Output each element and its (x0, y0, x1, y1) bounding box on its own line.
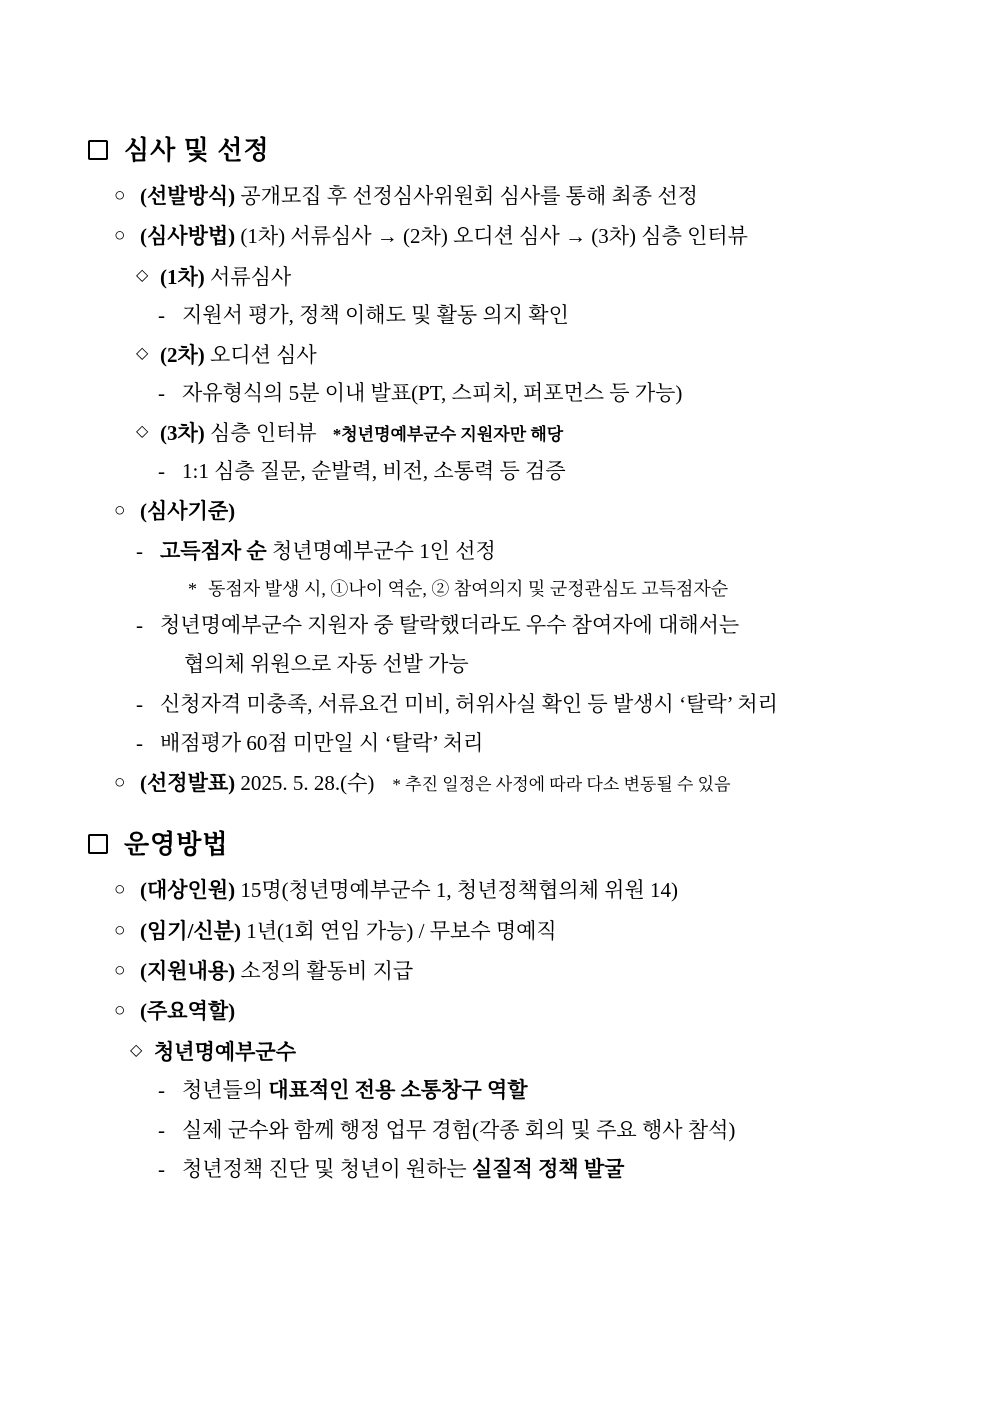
detail-list-item (158, 1075, 932, 1107)
dash-bullet-icon: - (158, 303, 165, 328)
dash-bullet-icon: - (136, 612, 143, 637)
detail-list-item (158, 1154, 932, 1186)
list-item (114, 956, 932, 986)
list-item-body: 소정의 활동비 지급 (235, 959, 414, 984)
detail-list-item-text: 지원서 평가, 정책 이해도 및 활동 의지 확인 (182, 303, 569, 328)
detail-list-item-text: 실제 군수와 함께 행정 업무 경험(각종 회의 및 주요 행사 참석) (182, 1117, 736, 1142)
list-item-label: (심사방법) (140, 224, 236, 249)
diamond-bullet-icon: ◇ (130, 1041, 143, 1059)
dash-bullet-icon: - (136, 691, 143, 716)
detail-list-item (158, 300, 932, 332)
detail-list-item (136, 689, 932, 721)
list-item-body: 15명(청년명예부군수 1, 청년정책협의체 위원 14) (235, 878, 678, 903)
list-item (114, 221, 932, 251)
sub-list-item-label: 청년명예부군수 (154, 1039, 297, 1064)
list-item-label: (임기/신분) (140, 918, 241, 943)
detail-rest: 청년명예부군수 1인 선정 (266, 539, 496, 564)
list-item-text (140, 221, 932, 251)
list-item-label: (선발방식) (140, 184, 236, 208)
list-item (114, 875, 932, 905)
hollow-square-icon (88, 834, 108, 854)
list-item (114, 768, 932, 798)
list-item-text (140, 916, 932, 946)
list-item-label: (심사기준) (140, 498, 236, 523)
sub-list-item-note: *청년명예부군수 지원자만 해당 (332, 424, 564, 444)
list-item (114, 916, 932, 946)
list-item-body: 2025. 5. 28.(수) (235, 770, 375, 795)
list-item-note: * 추진 일정은 사정에 따라 다소 변동될 수 있음 (392, 774, 731, 794)
detail-list-item (158, 1115, 932, 1147)
circle-bullet-icon: ○ (114, 225, 126, 247)
detail-prefix: 청년들의 (182, 1078, 269, 1103)
sub-list-item-label: (1차) (160, 264, 205, 289)
dash-bullet-icon: - (158, 459, 165, 484)
section-heading (88, 130, 932, 167)
circle-bullet-icon: ○ (114, 185, 126, 206)
detail-list-item-text: 신청자격 미충족, 서류요건 미비, 허위사실 확인 등 발생시 ‘탈락’ 처리 (160, 691, 778, 716)
note-item-text: 동점자 발생 시, ①나이 역순, ② 참여의지 및 군정관심도 고득점자순 (208, 578, 729, 599)
detail-list-item-text: 청년명예부군수 지원자 중 탈락했더라도 우수 참여자에 대해서는 (160, 612, 740, 637)
detail-list-item (136, 610, 932, 642)
circle-bullet-icon: ○ (114, 499, 126, 521)
list-item-label: (주요역할) (140, 999, 236, 1024)
dash-bullet-icon: - (158, 381, 165, 406)
detail-list-item-text: 1:1 심층 질문, 순발력, 비전, 소통력 등 검증 (182, 459, 566, 484)
circle-bullet-icon: ○ (114, 771, 126, 793)
dash-bullet-icon: - (158, 1117, 165, 1142)
section-review-selection (80, 130, 932, 798)
section-operation-method (80, 824, 932, 1186)
list-item-text (140, 956, 932, 986)
detail-emphasis: 고득점자 순 (160, 539, 267, 564)
section-heading (88, 824, 932, 861)
sub-list-item-text (160, 418, 932, 448)
circle-bullet-icon: ○ (114, 1000, 126, 1022)
sub-list-item-label: (2차) (160, 342, 205, 367)
list-item-body: 1년(1회 연임 가능) / 무보수 명예직 (240, 918, 557, 943)
sub-list-item-body: 오디션 심사 (204, 342, 317, 367)
list-item-label: (대상인원) (140, 878, 236, 903)
list-item (114, 181, 932, 211)
dash-bullet-icon: - (158, 1157, 165, 1182)
list-item-text (140, 996, 932, 1026)
diamond-bullet-icon: ◇ (136, 422, 149, 440)
sub-list-item-label: (3차) (160, 420, 205, 445)
list-item-body: 공개모집 후 선정심사위원회 심사를 통해 최종 선정 (235, 184, 698, 208)
sub-list-item-text (160, 340, 932, 370)
detail-list-item-text (182, 1154, 932, 1186)
circle-bullet-icon: ○ (114, 960, 126, 982)
detail-list-item-continuation: 협의체 위원으로 자동 선발 가능 (184, 652, 469, 677)
sub-list-item (136, 418, 932, 448)
detail-emphasis: 실질적 정책 발굴 (471, 1157, 625, 1182)
diamond-bullet-icon: ◇ (136, 344, 149, 362)
list-item (114, 996, 932, 1026)
detail-list-item (136, 536, 932, 568)
list-item-label: (선정발표) (140, 770, 236, 795)
list-item (114, 496, 932, 526)
section-title: 심사 및 선정 (124, 136, 270, 165)
sub-list-item (136, 340, 932, 370)
detail-list-item-text: 자유형식의 5분 이내 발표(PT, 스피치, 퍼포먼스 등 가능) (182, 381, 683, 406)
section-title: 운영방법 (124, 830, 229, 860)
sub-list-item-body: 서류심사 (204, 264, 292, 289)
detail-list-item (136, 728, 932, 760)
sub-list-item-text (154, 1037, 932, 1067)
detail-list-item-text (160, 536, 932, 568)
circle-bullet-icon: ○ (114, 919, 126, 941)
list-item-text (140, 875, 932, 905)
dash-bullet-icon: - (158, 1078, 165, 1103)
dash-bullet-icon: - (136, 731, 143, 756)
sub-list-item (130, 1037, 932, 1067)
list-item-text (140, 496, 932, 526)
list-item-label: (지원내용) (140, 959, 236, 984)
sub-list-item-body: 심층 인터뷰 (204, 420, 317, 445)
detail-list-item-text: 배점평가 60점 미만일 시 ‘탈락’ 처리 (160, 731, 484, 756)
list-item-body: (1차) 서류심사 → (2차) 오디션 심사 → (3차) 심층 인터뷰 (235, 224, 748, 249)
list-item-text (140, 181, 932, 211)
sub-list-item (136, 262, 932, 292)
asterisk-bullet-icon: * (188, 578, 197, 599)
sub-list-item-text (160, 262, 932, 292)
circle-bullet-icon: ○ (114, 879, 126, 901)
list-item-text (140, 768, 932, 798)
detail-prefix: 청년정책 진단 및 청년이 원하는 (182, 1157, 472, 1182)
detail-list-item (158, 378, 932, 410)
detail-list-item (158, 456, 932, 488)
hollow-square-icon (88, 140, 108, 160)
detail-emphasis: 대표적인 전용 소통창구 역할 (268, 1078, 528, 1103)
note-item (188, 576, 932, 602)
detail-list-item-text (182, 1075, 932, 1107)
dash-bullet-icon: - (136, 539, 143, 564)
diamond-bullet-icon: ◇ (136, 266, 149, 284)
